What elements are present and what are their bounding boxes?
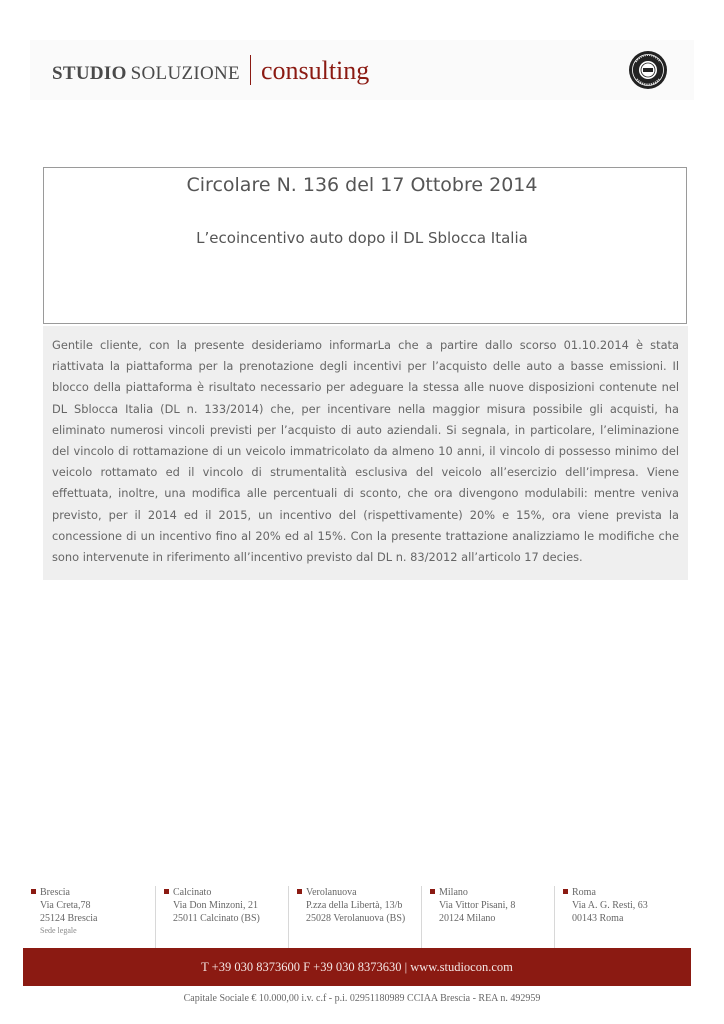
logo-consulting: consulting: [260, 56, 370, 85]
body-paragraph: Gentile cliente, con la presente desideriamo informarLa che a partire dallo scorso 01.10.2014 è stata riattivata la piattaforma per la prenotazione degli incentivi per l’acquisto delle auto a basse emissioni. Il blocco della piattaforma è risultato necessario per adeguare la stessa alle nuove disposizioni contenute nel DL Sblocca Italia (DL n. 133/2014) che, per incentivare nella maggior misura possibile gli acquisti, ha eliminato numerosi vincoli previsti per l’acquisto di auto aziendali. Si segnala, in particolare, l’eliminazione del vincolo di rottamazione di un veicolo immatricolato da almeno 10 anni, il vincolo di possesso minimo del veicolo rottamato ed il vincolo di strumentalità esclusiva del veicolo all’esercizio dell’impresa. Viene effettuata, inoltre, una modifica alle percentuali di sconto, che ora divengono modulabili: mentre veniva previsto, per il 2014 ed il 2015, un incentivo del (rispettivamente) 20% e 15%, ora viene prevista la concessione di un incentivo fino al 20% ed al 15%. Con la presente trattazione analizziamo le modifiche che sono intervenute in riferimento all’incentivo previsto dal DL n. 83/2012 all’articolo 17 decies.: [52, 338, 679, 565]
bullet-square: [297, 889, 302, 894]
body-box: [43, 326, 688, 580]
office-zip: 25124 Brescia: [40, 913, 98, 924]
company-logo: [52, 55, 369, 86]
contact-band: T +39 030 8373600 F +39 030 8373630 | www.studiocon.com: [23, 948, 691, 986]
office-zip: 25028 Verolanuova (BS): [306, 913, 406, 924]
office-street: P.zza della Libertà, 13/b: [306, 900, 403, 911]
office-roma: [557, 886, 690, 948]
office-street: Via Don Minzoni, 21: [173, 900, 258, 911]
document-title: Circolare N. 136 del 17 Ottobre 2014: [186, 174, 538, 196]
office-brescia: [25, 886, 156, 948]
office-street: Via A. G. Resti, 63: [572, 900, 648, 911]
office-street: Via Vittor Pisani, 8: [439, 900, 516, 911]
office-milano: [424, 886, 555, 948]
capital-info: Capitale Sociale € 10.000,00 i.v. c.f - p.i. 02951180989 CCIAA Brescia - REA n. 492959: [183, 993, 541, 1004]
office-city: Milano: [439, 887, 468, 898]
logo-soluzione: SOLUZIONE: [130, 63, 240, 84]
office-zip: 00143 Roma: [572, 913, 624, 924]
office-city: Roma: [572, 887, 596, 898]
office-zip: 25011 Calcinato (BS): [173, 913, 260, 924]
document-subtitle: L’ecoincentivo auto dopo il DL Sblocca Italia: [196, 229, 528, 247]
office-zip: 20124 Milano: [439, 913, 496, 924]
office-verolanuova: [291, 886, 422, 948]
bullet-square: [563, 889, 568, 894]
logo-divider: [250, 55, 251, 85]
office-list: [25, 886, 690, 948]
office-city: Brescia: [40, 887, 70, 898]
office-city: Calcinato: [173, 887, 212, 898]
office-calcinato: [158, 886, 289, 948]
bullet-square: [430, 889, 435, 894]
bullet-square: [164, 889, 169, 894]
office-note: Sede legale: [40, 926, 77, 935]
office-street: Via Creta,78: [40, 900, 91, 911]
bullet-square: [31, 889, 36, 894]
office-city: Verolanuova: [306, 887, 357, 898]
logo-studio: STUDIO: [52, 63, 127, 84]
certification-seal-icon: [628, 50, 668, 90]
